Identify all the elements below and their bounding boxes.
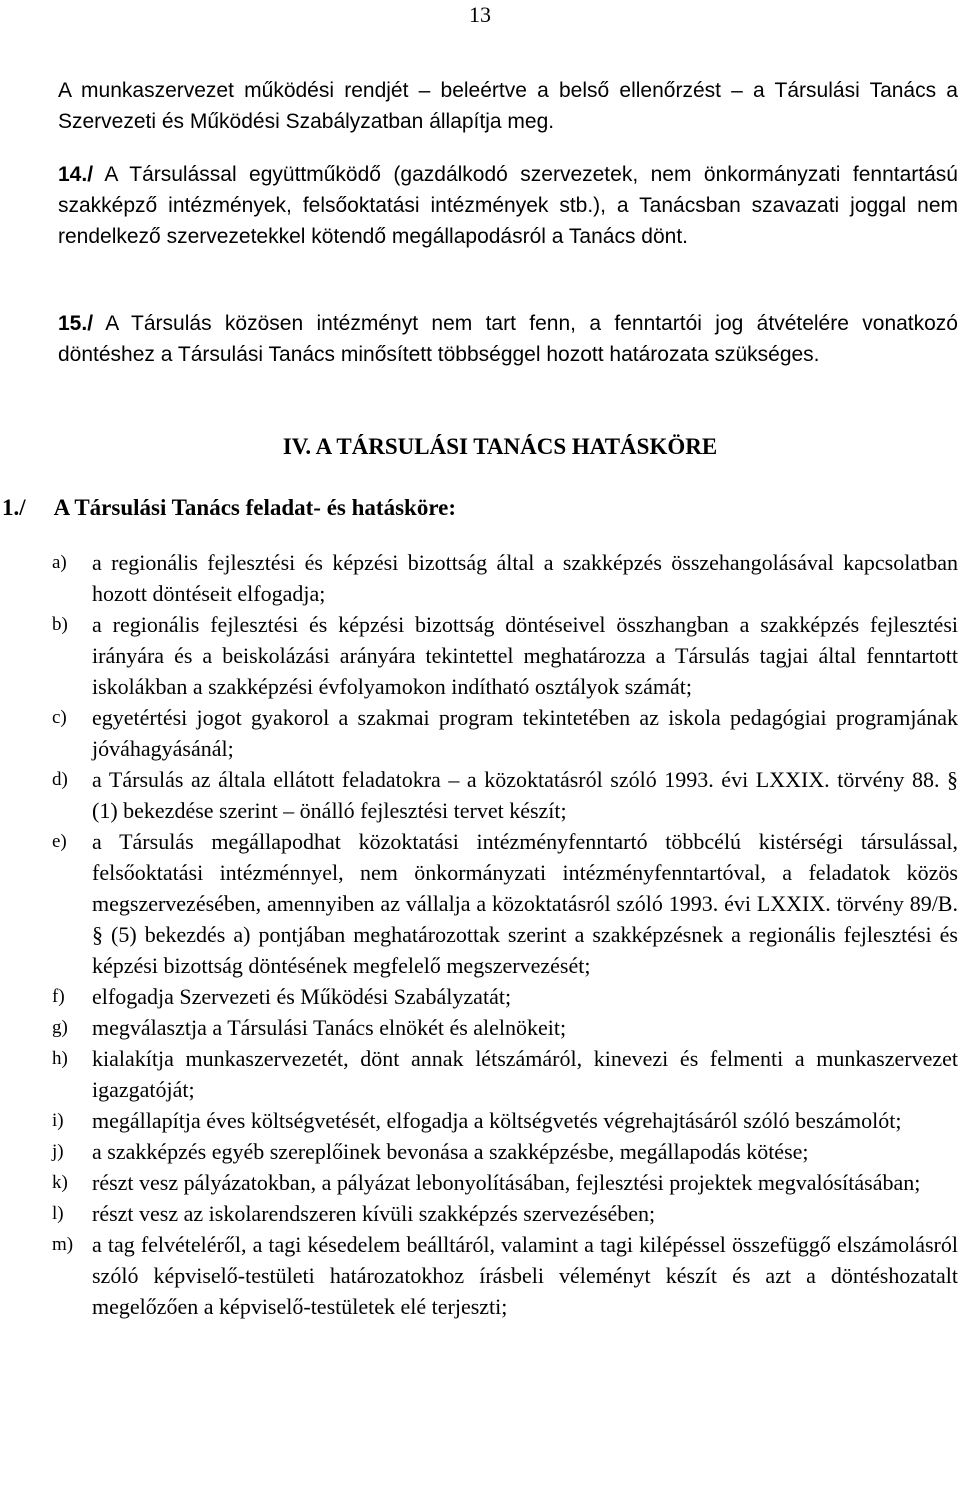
list-item-text: a regionális fejlesztési és képzési bizottság döntéseivel összhangban a szakképzés fejlesztési irányára és a beiskolázási arányára tekintettel meghatározza a Társulás tagjai által fenntartott iskolákban a szakképzési évfolyamokon indítható osztályok számát; [92,612,958,699]
list-item-text: a Társulás megállapodhat közoktatási intézményfenntartó többcélú kistérségi társulással, felsőoktatási intézménnyel, nem önkormányzati intézményfenntartóval, a feladatok közös megszervezésében, amennyiben az vállalja a közoktatásról szóló 1993. évi LXXIX. törvény 89/B. § (5) bekezdés a) pontjában meghatározottak szerint a szakképzésnek a regionális fejlesztési és képzési bizottság döntésének megfelelő megszervezését; [92,829,958,978]
list-item-marker: b) [52,614,68,635]
list-item [52,1105,958,1136]
list-item-marker: f) [52,986,65,1007]
list-item [52,1167,958,1198]
list-item-marker: a) [52,552,67,573]
list-item-marker: e) [52,831,67,852]
list-item-text: a regionális fejlesztési és képzési bizottság által a szakképzés összehangolásával kapcsolatban hozott döntéseit elfogadja; [92,550,958,606]
list-item-text: a szakképzés egyéb szereplőinek bevonása a szakképzésbe, megállapodás kötése; [92,1139,809,1164]
section-heading: IV. A TÁRSULÁSI TANÁCS HATÁSKÖRE [282,434,718,459]
paragraph-14 [58,159,958,252]
list-item-text: kialakítja munkaszervezetét, dönt annak létszámáról, kinevezi és felmenti a munkaszervezet igazgatóját; [92,1046,958,1102]
paragraph-1 [2,492,456,523]
list-item-marker: i) [52,1110,64,1131]
list-item [52,609,958,702]
paragraph-14-text: A Társulással együttműködő (gazdálkodó szervezetek, nem önkormányzati fenntartású szakképző intézmények, felsőoktatási intézmények stb.), a Tanácsban szavazati joggal nem rendelkező szervezetekkel kötendő megállapodásról a Tanács dönt. [58,163,958,248]
list-item-marker: d) [52,769,68,790]
list-item-marker: l) [52,1203,64,1224]
list-item-text: részt vesz pályázatokban, a pályázat lebonyolításában, fejlesztési projektek megvalósításában; [92,1170,921,1195]
list-item-marker: g) [52,1017,68,1038]
list-item [52,1136,958,1167]
paragraph-15 [58,308,958,370]
list-item-text: elfogadja Szervezeti és Működési Szabályzatát; [92,984,512,1009]
paragraph-1-text: A Társulási Tanács feladat- és hatásköre: [53,495,456,520]
paragraph-15-number: 15./ [58,312,94,335]
list-item-text: a Társulás az általa ellátott feladatokra – a közoktatásról szóló 1993. évi LXXIX. törvény 88. § (1) bekezdése szerint – önálló fejlesztési tervet készít; [92,767,958,823]
list-item-marker: m) [52,1234,74,1255]
list-item [52,981,958,1012]
list-item-text: részt vesz az iskolarendszeren kívüli szakképzés szervezésében; [92,1201,656,1226]
list-item [52,1043,958,1105]
list-item [52,764,958,826]
list-item-text: a tag felvételéről, a tagi késedelem beálltáról, valamint a tagi kilépéssel összefüggő elszámolásról szóló képviselő-testületi határozatokhoz írásbeli véleményt készít és azt a döntéshozatalt megelőzően a képviselő-testületek elé terjeszti; [92,1232,958,1319]
paragraph-15-text: A Társulás közösen intézményt nem tart fenn, a fenntartói jog átvételére vonatkozó döntéshez a Társulási Tanács minősített többséggel hozott határozata szükséges. [58,312,958,366]
list-item [52,1198,958,1229]
list-item-text: megválasztja a Társulási Tanács elnökét és alelnökeit; [92,1015,567,1040]
list-item [52,1012,958,1043]
paragraph-intro: A munkaszervezet működési rendjét – beleértve a belső ellenőrzést – a Társulási Tanács a Szervezeti és Működési Szabályzatban állapítja meg. [58,79,958,133]
list-item-text: egyetértési jogot gyakorol a szakmai program tekintetében az iskola pedagógiai programjának jóváhagyásánál; [92,705,958,761]
list-item [52,826,958,981]
paragraph-1-number: 1./ [2,495,26,520]
list-item-marker: h) [52,1048,68,1069]
list-item [52,702,958,764]
page-number: 13 [469,2,491,27]
list-item [52,1229,958,1322]
list-item-marker: j) [52,1141,64,1162]
competence-list [52,547,958,1322]
list-item-marker: c) [52,707,67,728]
list-item-marker: k) [52,1172,68,1193]
paragraph-14-number: 14./ [58,163,94,186]
list-item-text: megállapítja éves költségvetését, elfogadja a költségvetés végrehajtásáról szóló beszámolót; [92,1108,902,1133]
list-item [52,547,958,609]
